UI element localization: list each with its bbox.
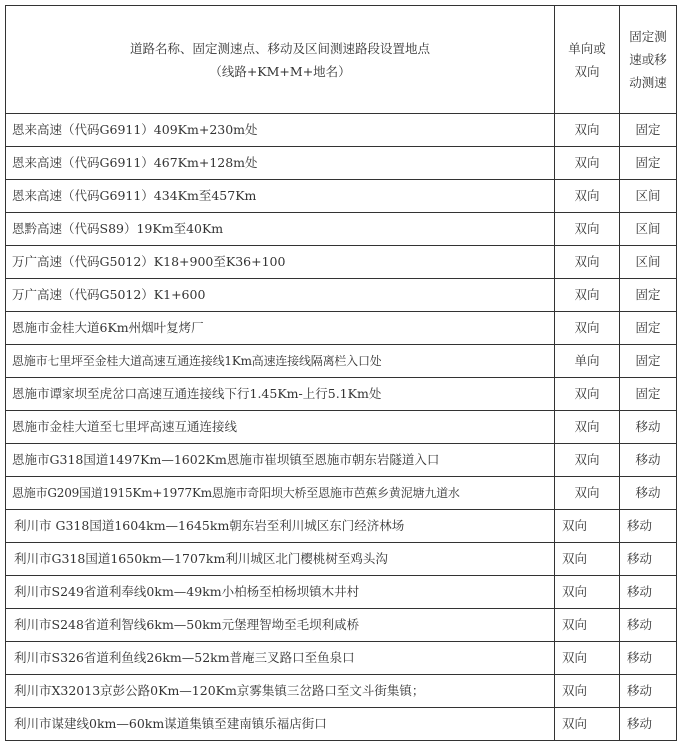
direction-cell: 双向: [555, 114, 620, 147]
header-road-line1: 道路名称、固定测速点、移动及区间测速路段设置地点: [129, 40, 430, 56]
header-road-line2: （线路+KM+M+地名）: [209, 63, 351, 79]
location-cell: 恩施市G318国道1497Km—1602Km恩施市崔坝镇至恩施市朝东岩隧道入口: [6, 444, 555, 477]
type-cell: 移动: [620, 510, 677, 543]
direction-cell: 双向: [555, 180, 620, 213]
type-cell: 移动: [620, 411, 677, 444]
table-row: [6, 345, 677, 378]
location-cell: 恩黔高速（代码S89）19Km至40Km: [6, 213, 555, 246]
direction-cell: 单向: [555, 345, 620, 378]
direction-cell: 双向: [555, 642, 620, 675]
direction-cell: 双向: [555, 510, 620, 543]
type-cell: 移动: [620, 543, 677, 576]
direction-cell: 双向: [555, 279, 620, 312]
header-road-location: [6, 6, 555, 114]
table-row: [6, 411, 677, 444]
location-cell: 恩施市谭家坝至虎岔口高速互通连接线下行1.45Km-上行5.1Km处: [6, 378, 555, 411]
type-cell: 区间: [620, 180, 677, 213]
type-cell: 固定: [620, 378, 677, 411]
table-header-row: [6, 6, 677, 114]
table-row: [6, 147, 677, 180]
type-cell: 移动: [620, 477, 677, 510]
location-cell: 恩来高速（代码G6911）409Km+230m处: [6, 114, 555, 147]
location-cell: 利川市G318国道1650km—1707km利川城区北门樱桃树至鸡头沟: [6, 543, 555, 576]
type-cell: 区间: [620, 246, 677, 279]
location-cell: 利川市 G318国道1604km—1645km朝东岩至利川城区东门经济林场: [6, 510, 555, 543]
location-cell: 万广高速（代码G5012）K18+900至K36+100: [6, 246, 555, 279]
location-cell: 恩施市金桂大道6Km州烟叶复烤厂: [6, 312, 555, 345]
location-cell: 利川市X32013京彭公路0Km—120Km京雾集镇三岔路口至文斗街集镇；: [6, 675, 555, 708]
table-row: [6, 477, 677, 510]
location-cell: 恩施市G209国道1915Km+1977Km恩施市奇阳坝大桥至恩施市芭蕉乡黄泥塘九道水: [6, 477, 555, 510]
direction-cell: 双向: [555, 378, 620, 411]
type-cell: 移动: [620, 576, 677, 609]
table-row: [6, 279, 677, 312]
type-cell: 移动: [620, 708, 677, 741]
location-cell: 利川市S248省道利智线6km—50km元堡理智坳至毛坝利咸桥: [6, 609, 555, 642]
type-cell: 固定: [620, 114, 677, 147]
table-row: [6, 642, 677, 675]
type-cell: 移动: [620, 444, 677, 477]
header-type: 固定测速或移动测速: [620, 6, 677, 114]
type-cell: 区间: [620, 213, 677, 246]
location-cell: 利川市S249省道利奉线0km—49km小柏杨至柏杨坝镇木井村: [6, 576, 555, 609]
type-cell: 固定: [620, 279, 677, 312]
table-row: [6, 213, 677, 246]
direction-cell: 双向: [555, 147, 620, 180]
direction-cell: 双向: [555, 312, 620, 345]
type-cell: 移动: [620, 675, 677, 708]
direction-cell: 双向: [555, 708, 620, 741]
table-row: [6, 378, 677, 411]
table-row: [6, 180, 677, 213]
location-cell: 恩来高速（代码G6911）434Km至457Km: [6, 180, 555, 213]
type-cell: 移动: [620, 609, 677, 642]
direction-cell: 双向: [555, 675, 620, 708]
direction-cell: 双向: [555, 543, 620, 576]
location-cell: 利川市谋建线0km—60km谋道集镇至建南镇乐福店街口: [6, 708, 555, 741]
type-cell: 固定: [620, 312, 677, 345]
table-row: [6, 114, 677, 147]
direction-cell: 双向: [555, 213, 620, 246]
table-row: [6, 510, 677, 543]
location-cell: 恩来高速（代码G6911）467Km+128m处: [6, 147, 555, 180]
direction-cell: 双向: [555, 246, 620, 279]
location-cell: 万广高速（代码G5012）K1+600: [6, 279, 555, 312]
direction-cell: 双向: [555, 477, 620, 510]
location-cell: 利川市S326省道利鱼线26km—52km普庵三叉路口至鱼泉口: [6, 642, 555, 675]
table-row: [6, 708, 677, 741]
direction-cell: 双向: [555, 609, 620, 642]
table-row: [6, 246, 677, 279]
table-row: [6, 576, 677, 609]
table-row: [6, 609, 677, 642]
direction-cell: 双向: [555, 576, 620, 609]
type-cell: 移动: [620, 642, 677, 675]
table-row: [6, 444, 677, 477]
location-cell: 恩施市金桂大道至七里坪高速互通连接线: [6, 411, 555, 444]
table-row: [6, 543, 677, 576]
table-row: [6, 312, 677, 345]
type-cell: 固定: [620, 345, 677, 378]
speed-camera-table: [5, 5, 677, 741]
location-cell: 恩施市七里坪至金桂大道高速互通连接线1Km高速连接线隔离栏入口处: [6, 345, 555, 378]
direction-cell: 双向: [555, 411, 620, 444]
table-row: [6, 675, 677, 708]
header-direction: 单向或双向: [555, 6, 620, 114]
type-cell: 固定: [620, 147, 677, 180]
direction-cell: 双向: [555, 444, 620, 477]
